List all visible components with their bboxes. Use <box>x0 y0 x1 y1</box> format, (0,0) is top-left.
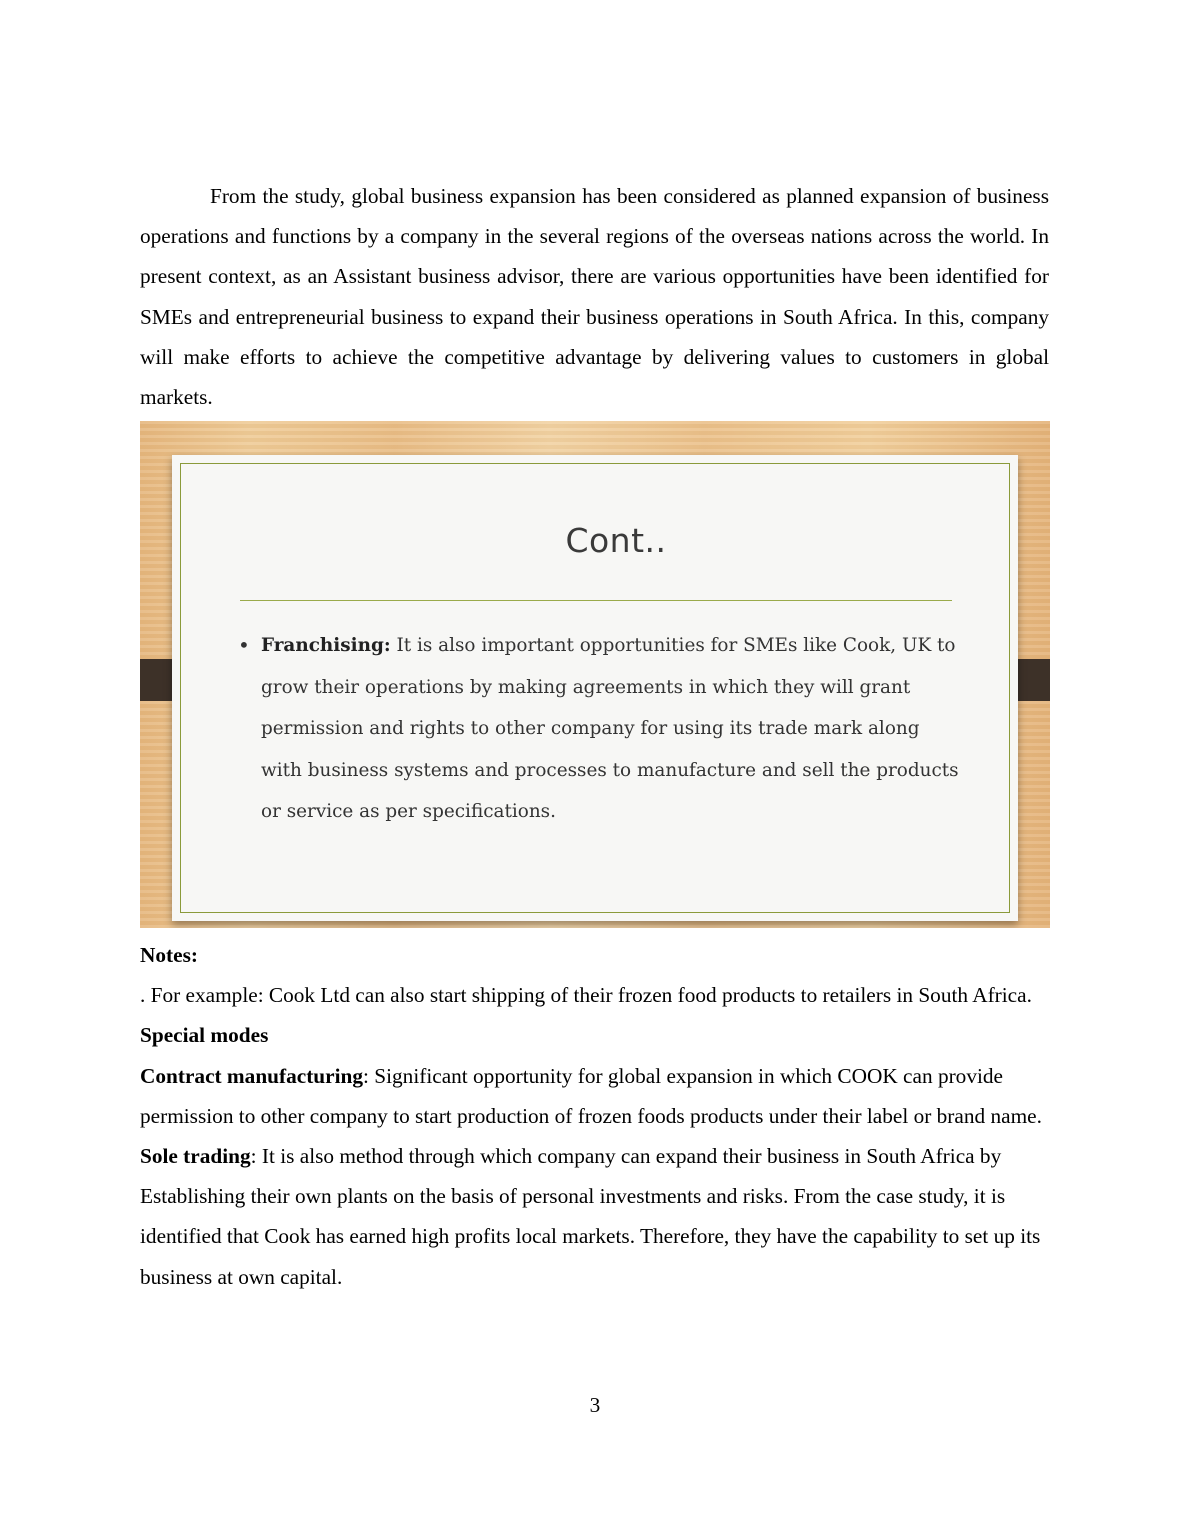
contract-manufacturing-text: : Significant opportunity for global expansion in which COOK can provide permission to other company to start production of frozen foods products under their label or brand name. <box>140 1063 1042 1128</box>
bullet-icon: • <box>238 633 250 657</box>
slide-bullet-text <box>261 625 961 833</box>
notes-heading <box>140 935 1060 975</box>
intro-paragraph: From the study, global business expansion has been considered as planned expansion of business operations and functions by a company in the several regions of the overseas nations across the world. In present context, as an Assistant business advisor, there are various opportunities have been identified for SMEs and entrepreneurial business to expand their business operations in South Africa. In this, company will make efforts to achieve the competitive advantage by delivering values to customers in global markets. <box>140 184 1049 410</box>
special-modes-heading-text: Special modes <box>140 1023 269 1048</box>
special-modes-heading <box>140 1015 1060 1055</box>
slide-title: Cont.. <box>565 521 667 560</box>
sole-trading-paragraph <box>140 1136 1060 1297</box>
slide-bullet-term: Franchising: <box>261 635 391 656</box>
slide-bullet-body: It is also important opportunities for SMEs like Cook, UK to grow their operations by making agreements in which they will grant permission and rights to other company for using its trade mark along with business systems and processes to manufacture and sell the products or service as per specifications. <box>261 635 959 823</box>
notes-example: . For example: Cook Ltd can also start shipping of their frozen food products to retailers in South Africa. <box>140 983 1032 1008</box>
contract-manufacturing-term: Contract manufacturing <box>140 1063 364 1088</box>
sole-trading-text: : It is also method through which company can expand their business in South Africa by Establishing their own plants on the basis of personal investments and risks. From the case study, it is identified that Cook has earned high profits local markets. Therefore, they have the capability to set up its business at own capital. <box>140 1144 1041 1289</box>
slide-image <box>140 421 1050 928</box>
notes-heading-text: Notes: <box>140 943 198 967</box>
sole-trading-term: Sole trading <box>140 1144 251 1169</box>
body-section <box>140 935 1060 1297</box>
slide-card <box>172 455 1018 921</box>
page-number: 3 <box>589 1393 601 1417</box>
slide-divider <box>240 600 952 601</box>
contract-manufacturing-paragraph <box>140 1056 1060 1136</box>
